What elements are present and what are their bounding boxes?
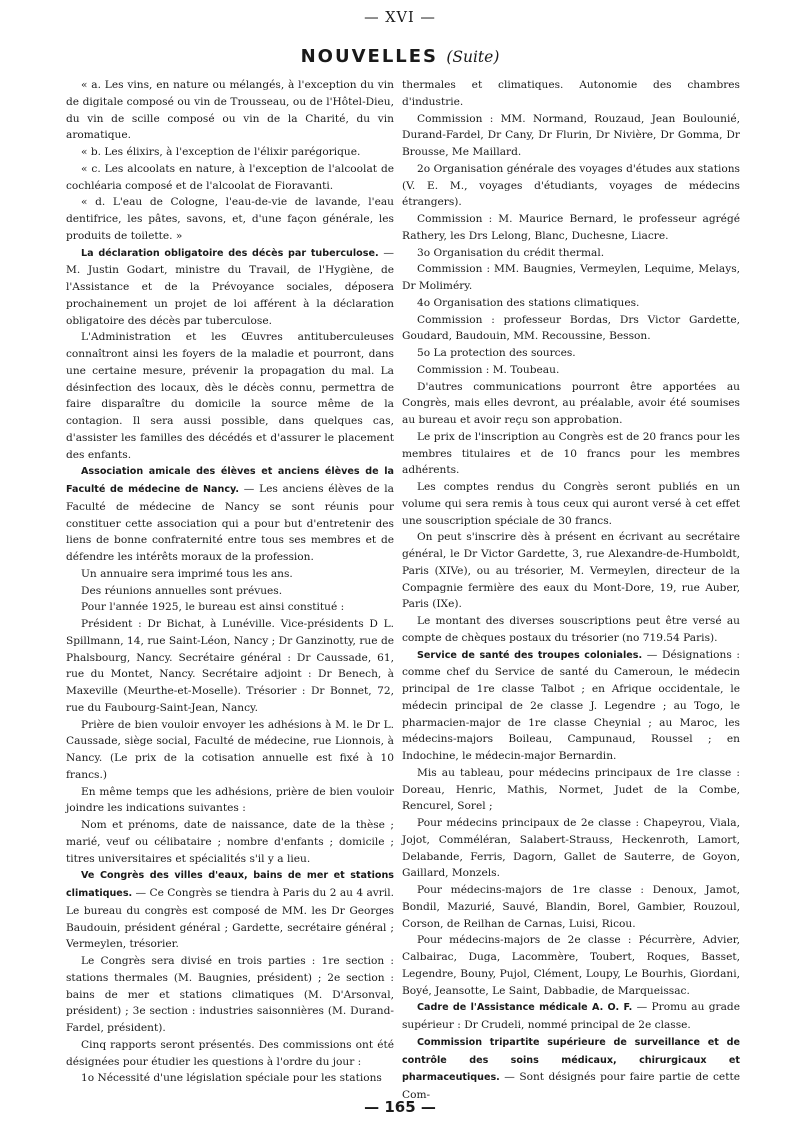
paragraph: « c. Les alcoolats en nature, à l'exception de l'alcoolat de cochléaria composé et de l'alcoolat de Fioravanti. (66, 162, 394, 192)
paragraph: Le montant des diverses souscriptions peut être versé au compte de chèques postaux du trésorier (no 719.54 Paris). (402, 615, 740, 644)
paragraph: Nom et prénoms, date de naissance, date de la thèse ; marié, veuf ou célibataire ; nombre d'enfants ; domicile ; titres universitaires et spécialités s'il y a lieu. (66, 819, 394, 865)
paragraph: 3o Organisation du crédit thermal. (417, 246, 605, 259)
paragraph-text: — Sont désignés pour faire partie de cette Com- (402, 1071, 740, 1101)
paragraph: D'autres communications pourront être apportées au Congrès, mais elles devront, au préalable, avoir été soumises au bureau et avoir reçu son approbation. (402, 380, 740, 426)
paragraph-text: — Promu au grade supérieur : Dr Crudeli, nommé principal de 2e classe. (402, 1001, 740, 1031)
paragraph-text: — Les anciens élèves de la Faculté de médecine de Nancy se sont réunis pour constituer cette association qui a pour but d'entretenir des liens de bonne confraternité entre tous ses membres et de défendre les intérêts moraux de la profession. (66, 483, 394, 563)
paragraph: 4o Organisation des stations climatiques. (417, 296, 640, 309)
paragraph: « b. Les élixirs, à l'exception de l'élixir parégorique. (81, 146, 361, 158)
paragraph: En même temps que les adhésions, prière de bien vouloir joindre les indications suivantes : (66, 785, 394, 815)
heading-association-nancy: Association amicale des élèves et anciens élèves de la Faculté de médecine de Nancy. (66, 466, 394, 495)
paragraph (66, 867, 394, 953)
paragraph-text: — Ce Congrès se tiendra à Paris du 2 au 4 avril. Le bureau du congrès est composé de MM. les Dr Georges Baudouin, président général ; Gardette, secrétaire général ; Vermeylen, trésorier. (66, 887, 394, 951)
paragraph: Le Congrès sera divisé en trois parties : 1re section : stations thermales (M. Baugnies, président) ; 2e section : bains de mer et stations climatiques (M. D'Arsonval, président) ; 3e section : industries saisonnières (M. Durand-Fardel, président). (66, 955, 394, 1034)
paragraph: Pour médecins-majors de 2e classe : Pécurrère, Advier, Calbairac, Duga, Lacommère, Toubert, Roques, Basset, Legendre, Bouny, Pujol, Clément, Loupy, Le Bourhis, Giordani, Boyé, Jeansotte, Le Saint, Dabbadie, de Marqueissac. (402, 934, 740, 997)
paragraph: Mis au tableau, pour médecins principaux de 1re classe : Doreau, Henric, Mathis, Normet, Judet de la Combe, Rencurel, Sorel ; (402, 766, 740, 813)
right-column (402, 77, 740, 1104)
paragraph: 2o Organisation générale des voyages d'études aux stations (V. E. M., voyages d'étudiants, voyages de médecins étrangers). (402, 162, 740, 209)
paragraph-text: — M. Justin Godart, ministre du Travail, de l'Hygiène, de l'Assistance et de la Prévoyance sociales, déposera prochainement un projet de loi afférent à la déclaration obligatoire des décès par tuberculose. (66, 246, 394, 327)
paragraph: Pour l'année 1925, le bureau est ainsi constitué : (81, 601, 345, 614)
paragraph: Cinq rapports seront présentés. Des commissions ont été désignées pour étudier les questions à l'ordre du jour : (66, 1038, 394, 1068)
paragraph: Commission : M. Toubeau. (417, 363, 560, 376)
paragraph (66, 463, 394, 566)
heading-assistance-aof: Cadre de l'Assistance médicale A. O. F. (417, 1002, 633, 1014)
paragraph: Un annuaire sera imprimé tous les ans. (81, 567, 293, 580)
paragraph: « a. Les vins, en nature ou mélangés, à l'exception du vin de digitale composé ou vin de Trousseau, ou de l'Hôtel-Dieu, du vin de scille composé ou vin de la Charité, du vin aromatique. (66, 79, 394, 142)
paragraph: Commission : professeur Bordas, Drs Victor Gardette, Goudard, Baudouin, MM. Recoussine, Besson. (402, 313, 740, 343)
paragraph: On peut s'inscrire dès à présent en écrivant au secrétaire général, le Dr Victor Gardette, 3, rue Alexandre-de-Humboldt, Paris (XIVe), ou au trésorier, M. Vermeylen, directeur de la Compagnie fermière des eaux du Mont-Dore, 19, rue Auber, Paris (IXe). (402, 531, 740, 611)
paragraph: 1o Nécessité d'une législation spéciale pour les stations (81, 1072, 382, 1085)
section-title (0, 46, 800, 67)
paragraph: L'Administration et les Œuvres antituberculeuses connaîtront ainsi les foyers de la maladie et pourront, dans une certaine mesure, prévenir la propagation du mal. La désinfection des locaux, dès le décès connu, permettra de faire disparaître du domicile la source même de la contagion. Il sera aussi possible, dans quelques cas, d'assister les familles des décédés et d'assurer le placement des enfants. (66, 331, 394, 461)
paragraph-text: — Désignations : comme chef du Service de santé du Cameroun, le médecin principal de 1re classe Talbot ; en Afrique occidentale, le médecin principal de 2e classe J. Legendre ; au Togo, le pharmacien-major de 1re classe Cheynial ; au Maroc, les médecins-majors Boileau, Campunaud, Roussel ; en Indochine, le médecin-major Bernardin. (402, 648, 741, 762)
paragraph (402, 647, 740, 765)
paragraph: Commission : MM. Baugnies, Vermeylen, Lequime, Melays, Dr Moliméry. (402, 263, 740, 292)
section-title-suite: (Suite) (446, 48, 500, 66)
paragraph (402, 1034, 740, 1104)
paragraph: Les comptes rendus du Congrès seront publiés en un volume qui sera remis à tous ceux qui auront versé à cet effet une souscription spéciale de 30 francs. (402, 481, 740, 527)
heading-tuberculose: La déclaration obligatoire des décès par tuberculose. (81, 247, 379, 259)
paragraph: Commission : M. Maurice Bernard, le professeur agrégé Rathery, les Drs Lelong, Blanc, Duchesne, Liacre. (402, 213, 740, 242)
section-title-text: NOUVELLES (300, 46, 439, 67)
heading-commission-tripartite: Commission tripartite supérieure de surveillance et de contrôle des soins médicaux, chirurgicaux et pharmaceutiques. (402, 1036, 740, 1084)
page-number: — 165 — (364, 1098, 436, 1116)
paragraph: Commission : MM. Normand, Rouzaud, Jean Boulounié, Durand-Fardel, Dr Cany, Dr Flurin, Dr Nivière, Dr Gomma, Dr Brousse, Me Maillard. (402, 112, 740, 158)
paragraph (66, 245, 394, 330)
heading-service-sante: Service de santé des troupes coloniales. (417, 649, 643, 661)
paragraph: Prière de bien vouloir envoyer les adhésions à M. le Dr L. Caussade, siège social, Faculté de médecine, rue Lionnois, à Nancy. (Le prix de la cotisation annuelle est fixé à 10 francs.) (66, 718, 394, 781)
paragraph: Pour médecins-majors de 1re classe : Denoux, Jamot, Bondil, Mazurié, Sauvé, Blandin, Borel, Gambier, Rouzoul, Corson, de Reilhan de Carnas, Luisi, Ricou. (402, 884, 740, 930)
heading-congres-villes-eaux: Ve Congrès des villes d'eaux, bains de mer et stations climatiques. (66, 870, 394, 899)
paragraph: Le prix de l'inscription au Congrès est de 20 francs pour les membres titulaires et de 10 francs pour les membres adhérents. (402, 430, 740, 477)
page-roman-number: — XVI — (364, 10, 436, 26)
paragraph: « d. L'eau de Cologne, l'eau-de-vie de lavande, l'eau dentifrice, les pâtes, savons, et, d'une façon générale, les produits de toilette. » (66, 196, 394, 242)
paragraph: Pour médecins principaux de 2e classe : Chapeyrou, Viala, Jojot, Comméléran, Salabert-Strauss, Heckenroth, Lamort, Delabande, Ferris, Dagorn, Gallet de Sauterre, de Goyon, Gaillard, Monzels. (402, 817, 740, 880)
paragraph: 5o La protection des sources. (417, 347, 576, 359)
paragraph: Des réunions annuelles sont prévues. (81, 584, 283, 597)
paragraph: Président : Dr Bichat, à Lunéville. Vice-présidents D L. Spillmann, 14, rue Saint-Léon, Nancy ; Dr Ganzinotty, rue de Phalsbourg, Nancy. Secrétaire général : Dr Caussade, 61, rue du Montet, Nancy. Secrétaire adjoint : Dr Benech, à Maxeville (Meurthe-et-Moselle). Trésorier : Dr Bonnet, 72, rue du Faubourg-Saint-Jean, Nancy. (66, 618, 394, 714)
left-column (66, 77, 394, 1087)
paragraph (402, 999, 740, 1034)
paragraph: thermales et climatiques. Autonomie des chambres d'industrie. (402, 79, 740, 108)
